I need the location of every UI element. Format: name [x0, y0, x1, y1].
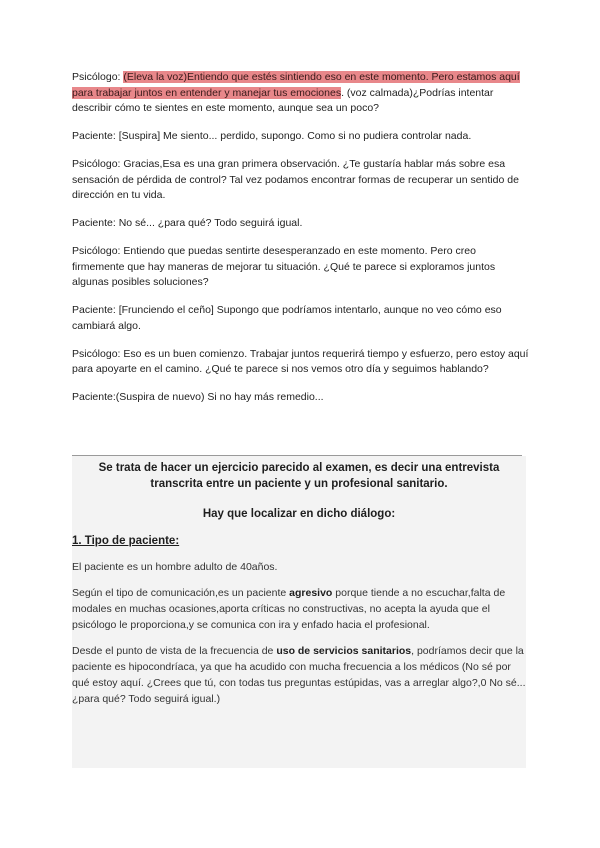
bold-term-uso-servicios: uso de servicios sanitarios	[276, 645, 412, 657]
dialogue-line-psicologo-1	[72, 70, 530, 117]
dialogue-line-psicologo-2: Psicólogo: Gracias,Esa es una gran primera observación. ¿Te gustaría hablar más sobre esa sensación de pérdida de control? Tal vez podamos encontrar formas de recuperar un sentido de dirección en tu vida.	[72, 158, 519, 201]
exercise-panel	[72, 456, 526, 768]
dialogue-line-paciente-4: Paciente:(Suspira de nuevo) Si no hay más remedio...	[72, 391, 324, 403]
dialogue-line-psicologo-4: Psicólogo: Eso es un buen comienzo. Trabajar juntos requerirá tiempo y esfuerzo, pero estoy aquí para apoyarte en el camino. ¿Qué te parece si nos vemos otro día y seguimos hablando?	[72, 347, 529, 375]
dialogue-transcript	[72, 70, 530, 418]
highlighted-text: (Eleva la voz)Entiendo que estés sintiendo eso en este momento. Pero estamos aquí para trabajar juntos en entender y manejar tus emociones	[72, 71, 520, 99]
speaker-label: Psicólogo:	[72, 71, 124, 83]
dialogue-line-paciente-3: Paciente: [Frunciendo el ceño] Supongo que podríamos intentarlo, aunque no veo cómo eso cambiará algo.	[72, 304, 502, 332]
analysis-paragraph-service-use: Desde el punto de vista de la frecuencia de uso de servicios sanitarios, podríamos decir que la paciente es hipocondríaca, ya que ha acudido con mucha frecuencia a los médicos (No sé por qué estoy aquí. ¿Crees que tú, con todas tus preguntas estúpidas, vas a arreglar algo?,0 No sé... ¿para qué? Todo seguirá igual.)	[72, 645, 526, 705]
dialogue-line-paciente-2: Paciente: No sé... ¿para qué? Todo seguirá igual.	[72, 217, 303, 229]
exercise-subtitle: Hay que localizar en dicho diálogo:	[202, 508, 396, 520]
dialogue-line-paciente-1: Paciente: [Suspira] Me siento... perdido, supongo. Como si no pudiera controlar nada.	[72, 130, 472, 142]
section-heading-tipo-paciente: 1. Tipo de paciente:	[72, 535, 180, 547]
dialogue-line-psicologo-3: Psicólogo: Entiendo que puedas sentirte desesperanzado en este momento. Pero creo firmemente que hay maneras de mejorar tu situación. ¿Qué te parece si exploramos juntos algunas posibles soluciones?	[72, 245, 496, 288]
analysis-paragraph-communication: Según el tipo de comunicación,es un paciente agresivo porque tiende a no escuchar,falta de modales en muchas ocasiones,aporta críticas no constructivas, no acepta la ayuda que el psicólogo le proporciona,y se comunica con ira y enfado hacia el profesional.	[72, 587, 506, 631]
analysis-paragraph-age: El paciente es un hombre adulto de 40años.	[72, 561, 278, 573]
exercise-title: Se trata de hacer un ejercicio parecido al examen, es decir una entrevista transcrita entre un paciente y un profesional sanitario.	[98, 462, 500, 490]
dialogue-text: . (voz calmada)¿Podrías intentar describir cómo te sientes en este momento, aunque sea un poco?	[72, 86, 494, 114]
bold-term-agresivo: agresivo	[289, 587, 333, 599]
